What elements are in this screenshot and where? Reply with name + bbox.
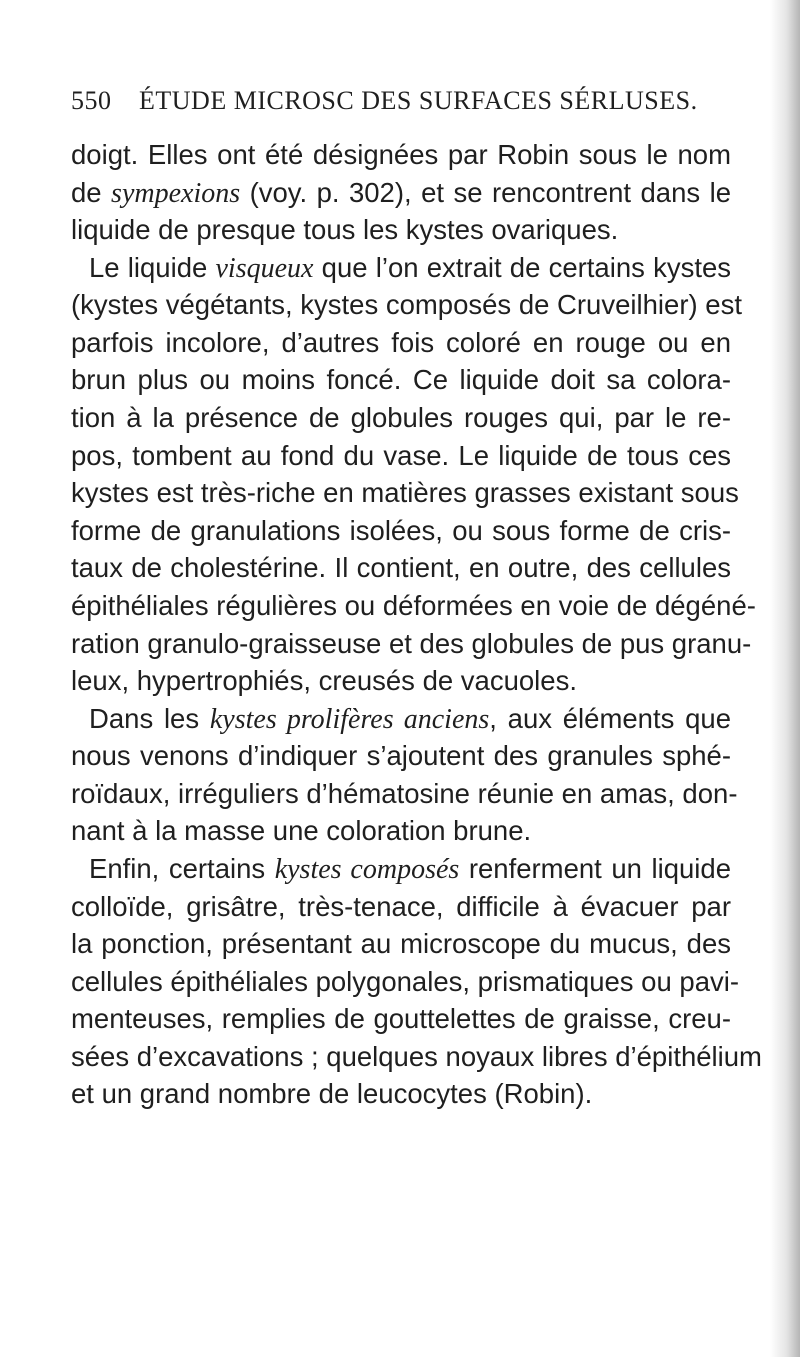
text-line	[71, 1038, 762, 1076]
text-segment: la ponction, présentant au microscope du mucus, des	[71, 928, 731, 960]
text-segment: épithéliales régulières ou déformées en voie de dégéné-	[71, 589, 756, 621]
text-segment: menteuses, remplies de gouttelettes de graisse, creu-	[71, 1003, 731, 1035]
text-line	[71, 700, 731, 738]
text-line	[71, 1075, 731, 1113]
text-line	[71, 737, 731, 775]
text-segment: roïdaux, irréguliers d’hématosine réunie en amas, don-	[71, 777, 738, 809]
text-segment: renferment un liquide	[459, 852, 731, 884]
text-line	[71, 850, 731, 888]
text-segment: de	[71, 176, 112, 208]
text-line	[71, 775, 738, 813]
text-line	[71, 324, 731, 362]
text-line	[71, 587, 756, 625]
text-line	[71, 963, 740, 1001]
text-segment: cellules épithéliales polygonales, prismatiques ou pavi-	[71, 965, 740, 997]
page-header	[71, 86, 698, 118]
text-line	[71, 211, 731, 249]
text-line	[71, 361, 731, 399]
text-line	[71, 888, 731, 926]
text-segment: forme de granulations isolées, ou sous forme de cris-	[71, 514, 731, 546]
text-line	[71, 625, 752, 663]
italic-term: kystes composés	[274, 853, 460, 885]
text-segment: nant à la masse une coloration brune.	[71, 815, 532, 847]
text-segment: tion à la présence de globules rouges qui, par le re-	[71, 402, 731, 434]
text-segment: kystes est très-riche en matières grasses existant sous	[71, 477, 739, 509]
text-line	[71, 437, 731, 475]
text-segment: brun plus ou moins foncé. Ce liquide doit sa colora-	[71, 364, 731, 396]
text-segment: et un grand nombre de leucocytes (Robin).	[71, 1078, 593, 1110]
text-line	[71, 812, 731, 850]
text-line	[71, 249, 731, 287]
text-segment: nous venons d’indiquer s’ajoutent des granules sphé-	[71, 740, 731, 772]
text-segment: Le liquide	[89, 251, 216, 283]
text-segment: que l’on extrait de certains kystes	[313, 251, 732, 283]
text-segment: parfois incolore, d’autres fois coloré en rouge ou en	[71, 326, 731, 358]
text-line	[71, 662, 731, 700]
text-segment: Enfin, certains	[89, 852, 275, 884]
text-segment: pos, tombent au fond du vase. Le liquide de tous ces	[71, 439, 731, 471]
body-text	[71, 136, 762, 1113]
text-segment: doigt. Elles ont été désignées par Robin sous le nom	[71, 139, 731, 170]
text-segment: leux, hypertrophiés, creusés de vacuoles.	[71, 665, 577, 697]
page-number: 550	[71, 86, 112, 115]
text-line	[71, 512, 731, 550]
text-line	[71, 399, 731, 437]
text-segment: , aux éléments que	[489, 702, 731, 734]
running-title: ÉTUDE MICROSC DES SURFACES SÉRLUSES.	[139, 86, 698, 115]
text-segment: ration granulo-graisseuse et des globules de pus granu-	[71, 627, 752, 659]
text-segment: Dans les	[89, 702, 210, 734]
text-segment: (kystes végétants, kystes composés de Cruveilhier) est	[71, 289, 742, 321]
text-segment: (voy. p. 302), et se rencontrent dans le	[240, 176, 731, 208]
text-line	[71, 1000, 731, 1038]
italic-term: visqueux	[215, 252, 314, 284]
text-segment: liquide de presque tous les kystes ovariques.	[71, 214, 619, 246]
text-segment: taux de cholestérine. Il contient, en outre, des cellules	[71, 552, 731, 584]
text-segment: sées d’excavations ; quelques noyaux libres d’épithélium	[71, 1040, 762, 1072]
text-line	[71, 286, 742, 324]
text-line	[71, 474, 739, 512]
text-line	[71, 549, 731, 587]
text-line	[71, 174, 731, 212]
text-segment: colloïde, grisâtre, très-tenace, difficile à évacuer par	[71, 890, 731, 922]
text-line	[71, 925, 731, 963]
text-line	[71, 136, 731, 174]
italic-term: kystes prolifères anciens	[209, 703, 490, 735]
italic-term: sympexions	[111, 177, 241, 209]
page-edge-shadow	[770, 0, 800, 1357]
